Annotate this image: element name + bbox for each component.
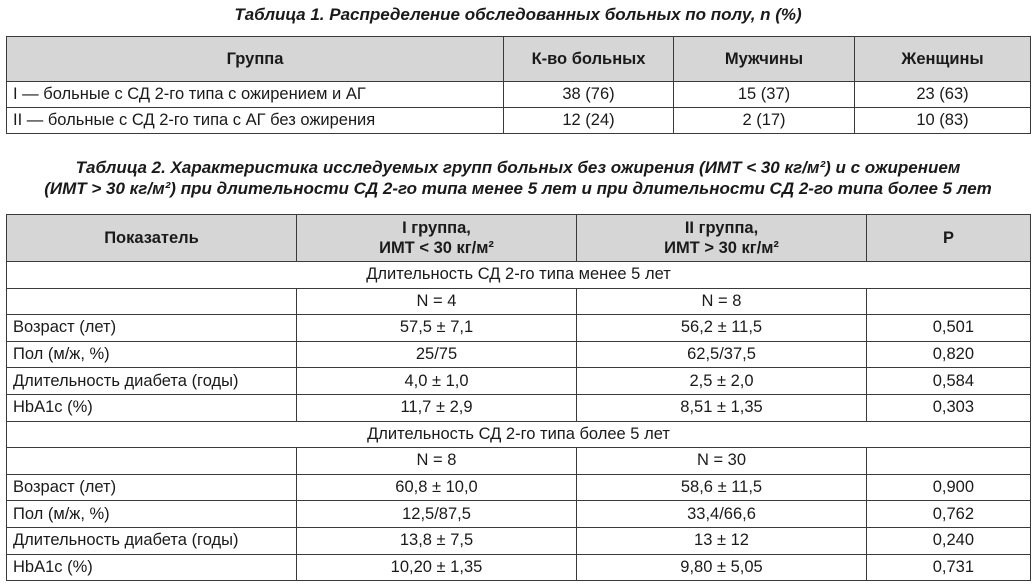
- header-p: P: [867, 215, 1031, 262]
- empty-cell: [7, 448, 297, 475]
- group2-value: 33,4/66,6: [577, 501, 867, 528]
- indicator-cell: Возраст (лет): [7, 474, 297, 501]
- group1-value: 60,8 ± 10,0: [297, 474, 577, 501]
- table-row: [7, 501, 1031, 528]
- table-row: [7, 341, 1031, 368]
- group2-value: 13 ± 12: [577, 527, 867, 554]
- group1-value: 25/75: [297, 341, 577, 368]
- header-count: К-во больных: [504, 37, 674, 82]
- indicator-cell: Возраст (лет): [7, 315, 297, 342]
- group2-value: 8,51 ± 1,35: [577, 394, 867, 421]
- n-group2: N = 8: [577, 288, 867, 315]
- header-men: Мужчины: [674, 37, 855, 82]
- group2-value: 62,5/37,5: [577, 341, 867, 368]
- group1-value: 57,5 ± 7,1: [297, 315, 577, 342]
- table2-caption-line1: Таблица 2. Характеристика исследуемых групп больных без ожирения (ИМТ < 30 кг/м²) и с ожирением: [75, 158, 961, 177]
- p-value: 0,820: [867, 341, 1031, 368]
- group-cell: II — больные с СД 2-го типа с АГ без ожирения: [7, 108, 504, 134]
- group2-value: 58,6 ± 11,5: [577, 474, 867, 501]
- p-value: 0,762: [867, 501, 1031, 528]
- indicator-cell: Пол (м/ж, %): [7, 501, 297, 528]
- header-group1-line1: I группа,: [402, 219, 471, 237]
- group2-value: 2,5 ± 2,0: [577, 368, 867, 395]
- table-row: [7, 368, 1031, 395]
- indicator-cell: HbA1c (%): [7, 394, 297, 421]
- table-row: [7, 527, 1031, 554]
- table1: [6, 36, 1031, 134]
- table-row: [7, 394, 1031, 421]
- women-cell: 10 (83): [855, 108, 1031, 134]
- n-group1: N = 4: [297, 288, 577, 315]
- group1-value: 12,5/87,5: [297, 501, 577, 528]
- p-value: 0,584: [867, 368, 1031, 395]
- table2-header-row: [7, 215, 1031, 262]
- header-group1-line2: ИМТ < 30 кг/м²: [379, 239, 494, 257]
- section-title: Длительность СД 2-го типа менее 5 лет: [7, 262, 1031, 289]
- header-group2-line2: ИМТ > 30 кг/м²: [664, 239, 779, 257]
- table-row: [7, 108, 1031, 134]
- table1-caption: Таблица 1. Распределение обследованных больных по полу, n (%): [234, 5, 802, 24]
- p-value: 0,501: [867, 315, 1031, 342]
- group1-value: 4,0 ± 1,0: [297, 368, 577, 395]
- n-group2: N = 30: [577, 448, 867, 475]
- indicator-cell: HbA1c (%): [7, 554, 297, 581]
- header-group1: [297, 215, 577, 262]
- n-group1: N = 8: [297, 448, 577, 475]
- men-cell: 2 (17): [674, 108, 855, 134]
- section-title-row: [7, 421, 1031, 448]
- group1-value: 13,8 ± 7,5: [297, 527, 577, 554]
- group1-value: 10,20 ± 1,35: [297, 554, 577, 581]
- indicator-cell: Пол (м/ж, %): [7, 341, 297, 368]
- empty-cell: [7, 288, 297, 315]
- n-row: [7, 448, 1031, 475]
- count-cell: 38 (76): [504, 82, 674, 108]
- men-cell: 15 (37): [674, 82, 855, 108]
- count-cell: 12 (24): [504, 108, 674, 134]
- women-cell: 23 (63): [855, 82, 1031, 108]
- table1-header-row: [7, 37, 1031, 82]
- table-row: [7, 474, 1031, 501]
- empty-cell: [867, 288, 1031, 315]
- header-women: Женщины: [855, 37, 1031, 82]
- group-cell: I — больные с СД 2-го типа с ожирением и АГ: [7, 82, 504, 108]
- p-value: 0,240: [867, 527, 1031, 554]
- table-row: [7, 82, 1031, 108]
- table-row: [7, 315, 1031, 342]
- table2-caption-line2: (ИМТ > 30 кг/м²) при длительности СД 2-го типа менее 5 лет и при длительности СД 2-го типа более 5 лет: [44, 179, 992, 198]
- p-value: 0,900: [867, 474, 1031, 501]
- group2-value: 9,80 ± 5,05: [577, 554, 867, 581]
- p-value: 0,303: [867, 394, 1031, 421]
- header-group2: [577, 215, 867, 262]
- group1-value: 11,7 ± 2,9: [297, 394, 577, 421]
- empty-cell: [867, 448, 1031, 475]
- table2-caption: [6, 157, 1030, 199]
- header-indicator: Показатель: [7, 215, 297, 262]
- p-value: 0,731: [867, 554, 1031, 581]
- indicator-cell: Длительность диабета (годы): [7, 368, 297, 395]
- header-group: Группа: [7, 37, 504, 82]
- table2: [6, 214, 1031, 581]
- section-title-row: [7, 262, 1031, 289]
- n-row: [7, 288, 1031, 315]
- header-group2-line1: II группа,: [684, 219, 759, 237]
- table-row: [7, 554, 1031, 581]
- group2-value: 56,2 ± 11,5: [577, 315, 867, 342]
- indicator-cell: Длительность диабета (годы): [7, 527, 297, 554]
- section-title: Длительность СД 2-го типа более 5 лет: [7, 421, 1031, 448]
